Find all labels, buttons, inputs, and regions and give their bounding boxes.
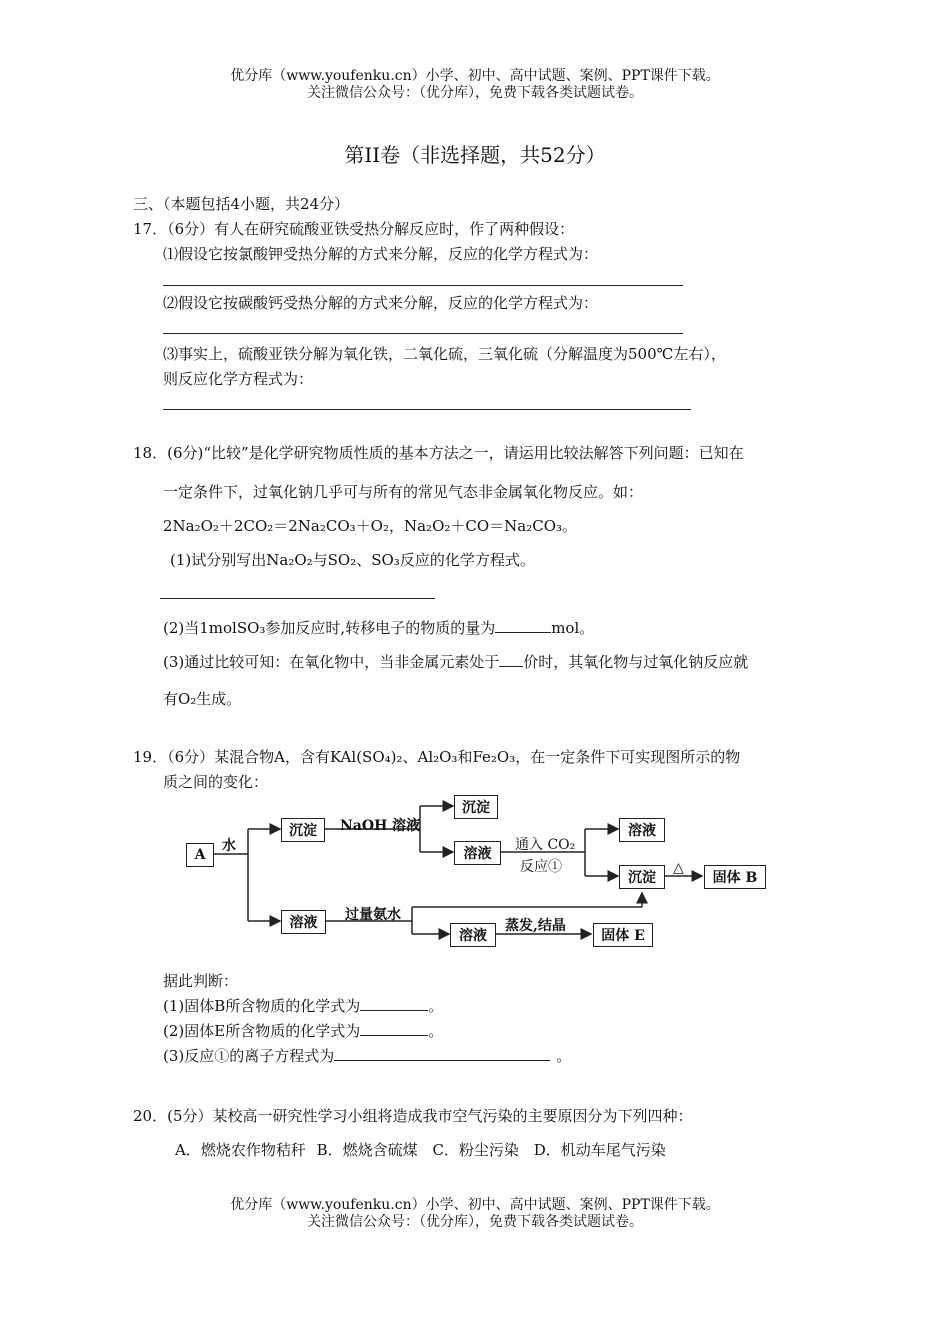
box-solid-B: 固体 B [704,865,766,889]
q20-option-c[interactable]: C．粉尘污染 [432,1141,519,1159]
box-solution-2: 溶液 [281,910,326,934]
q20-option-a[interactable]: A．燃烧农作物秸秆 [175,1141,306,1159]
q19-stem: 19．（6分）某混合物A，含有KAl(SO₄)₂、Al₂O₃和Fe₂O₃，在一定条件下可实现图所示的物 [133,748,741,766]
q20-option-b[interactable]: B．燃烧含硫煤 [316,1141,418,1159]
header-line-1: 优分库（www.youfenku.cn）小学、初中、高中试题、案例、PPT课件下载。 [230,68,720,84]
q19-judge: 据此判断： [163,972,239,990]
q19-part1 [163,995,443,1016]
q19-part3-text: (3)反应①的离子方程式为 [163,1047,335,1065]
box-solution-3: 溶液 [450,923,496,947]
q20-options [175,1139,666,1160]
section-title: 第II卷（非选择题，共52分） [344,143,606,167]
q19-stem-2: 质之间的变化： [163,773,269,791]
q19-part2 [163,1020,443,1041]
label-co2: 通入 CO₂ [515,837,576,853]
q19-part3 [163,1045,571,1066]
section-heading: 三、（本题包括4小题，共24分） [133,195,350,213]
q20-stem: 20．(5分）某校高一研究性学习小组将造成我市空气污染的主要原因分为下列四种： [133,1107,693,1125]
box-precipitate-mid: 沉淀 [619,865,665,889]
q17-part2: ⑵假设它按碳酸钙受热分解的方式来分解，反应的化学方程式为： [163,294,599,312]
q19-part2-end: 。 [428,1022,444,1040]
box-solution-1: 溶液 [454,841,501,865]
q18-part3-text-2: 价时，其氧化物与过氧化钠反应就 [523,653,749,671]
q19-part2-text: (2)固体E所含物质的化学式为 [163,1022,361,1040]
q17-part3b: 则反应化学方程式为： [163,370,314,388]
label-ammonia: 过量氨水 [345,907,401,923]
box-A: A [186,843,214,867]
box-precipitate-1: 沉淀 [281,818,325,842]
q18-equations: 2Na₂O₂＋2CO₂＝2Na₂CO₃＋O₂，Na₂O₂＋CO＝Na₂CO₃。 [163,517,578,535]
q19-part3-blank[interactable] [334,1046,550,1061]
header-line-2: 关注微信公众号：（优分库），免费下载各类试题试卷。 [307,85,643,101]
label-heat: △ [673,860,684,876]
q19-part1-text: (1)固体B所含物质的化学式为 [163,997,361,1015]
q17-stem: 17．（6分）有人在研究硫酸亚铁受热分解反应时，作了两种假设： [133,220,575,238]
box-precipitate-top: 沉淀 [454,795,498,819]
label-reaction-1: 反应① [520,859,562,875]
q18-part2-unit: mol。 [551,619,595,637]
box-solid-E: 固体 E [593,923,653,947]
q17-part3a: ⑶事实上，硫酸亚铁分解为氧化铁，二氧化硫，三氧化硫（分解温度为500℃左右）， [163,345,726,363]
q18-stem: 18．(6分)“比较”是化学研究物质性质的基本方法之一，请运用比较法解答下列问题：已知在 [133,444,744,462]
q18-part3c: 有O₂生成。 [163,690,242,708]
q18-stem-2: 一定条件下，过氧化钠几乎可与所有的常见气态非金属氧化物反应。如： [163,483,644,501]
q18-part3-text: (3)通过比较可知：在氧化物中，当非金属元素处于 [163,653,500,671]
footer-line-1: 优分库（www.youfenku.cn）小学、初中、高中试题、案例、PPT课件下载。 [230,1197,720,1213]
label-evaporate: 蒸发,结晶 [505,918,566,934]
q18-part1: (1)试分别写出Na₂O₂与SO₂、SO₃反应的化学方程式。 [170,551,535,569]
label-water: 水 [222,838,236,854]
q19-part1-blank[interactable] [360,996,428,1011]
footer-line-2: 关注微信公众号：（优分库），免费下载各类试题试卷。 [307,1214,643,1230]
label-naoh: NaOH 溶液 [340,818,421,834]
q18-part2-text: (2)当1molSO₃参加反应时,转移电子的物质的量为 [163,619,496,637]
box-solution-top: 溶液 [619,818,665,842]
q19-part2-blank[interactable] [360,1021,428,1036]
q17-part1: ⑴假设它按氯酸钾受热分解的方式来分解，反应的化学方程式为： [163,245,599,263]
q20-option-d[interactable]: D．机动车尾气污染 [533,1141,666,1159]
q19-part3-end: 。 [556,1047,572,1065]
q19-part1-end: 。 [428,997,444,1015]
